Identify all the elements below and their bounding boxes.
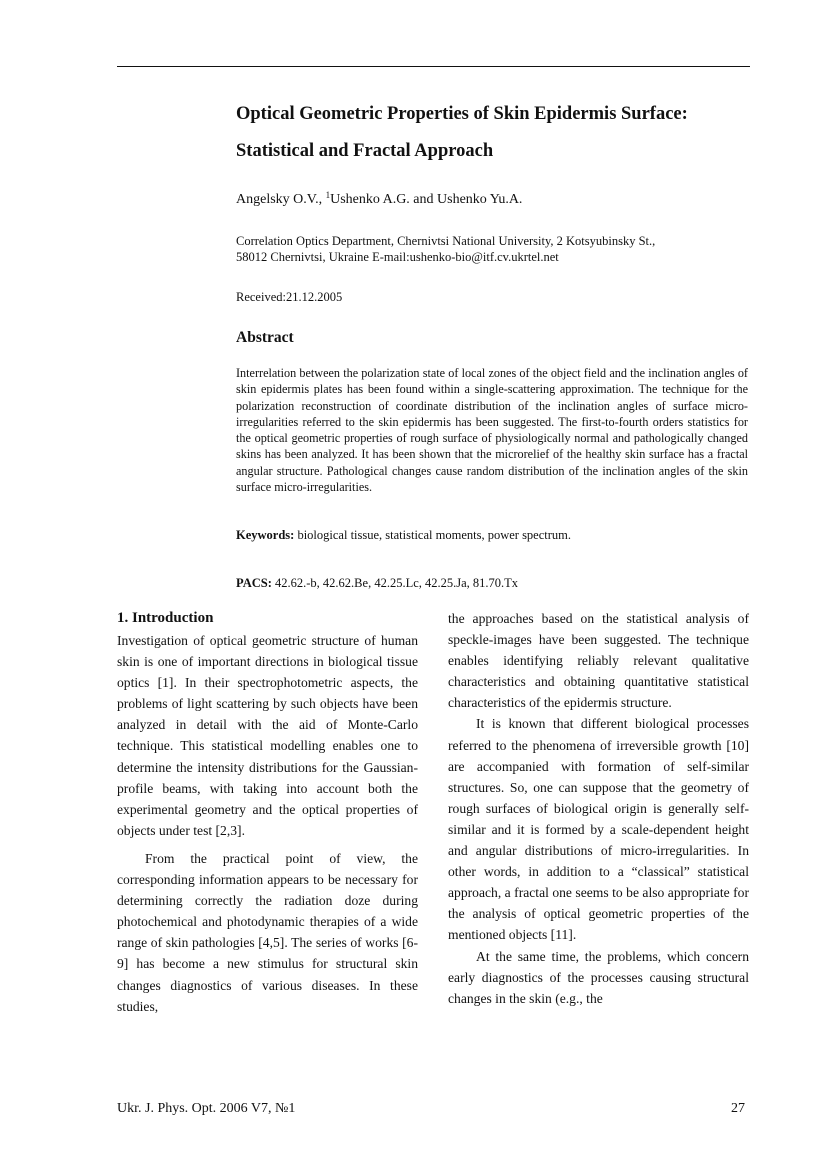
abstract-heading: Abstract bbox=[236, 329, 294, 346]
pacs-label: PACS: bbox=[236, 576, 272, 590]
section-heading: 1. Introduction bbox=[117, 610, 214, 626]
footer-journal: Ukr. J. Phys. Opt. 2006 V7, №1 bbox=[117, 1101, 296, 1116]
keywords bbox=[236, 528, 571, 543]
pacs bbox=[236, 576, 518, 591]
authors-part-2: Ushenko A.G. and Ushenko Yu.A. bbox=[330, 192, 523, 207]
right-paragraph-3: At the same time, the problems, which concern early diagnostics of the processes causing structural changes in the skin (e.g., the bbox=[448, 948, 749, 1006]
affiliation-line-2: 58012 Chernivtsi, Ukraine E-mail:ushenko-bio@itf.cv.ukrtel.net bbox=[236, 250, 559, 264]
authors bbox=[236, 190, 522, 208]
affiliation bbox=[236, 233, 756, 265]
affiliation-line-1: Correlation Optics Department, Chernivtsi National University, 2 Kotsyubinsky St., bbox=[236, 234, 656, 248]
received-date: Received:21.12.2005 bbox=[236, 290, 343, 304]
pacs-text: 42.62.-b, 42.62.Be, 42.25.Lc, 42.25.Ja, 81.70.Tx bbox=[271, 576, 519, 590]
author-superscript: 1 bbox=[325, 190, 331, 200]
authors-part-1: Angelsky O.V., bbox=[236, 192, 326, 207]
left-column bbox=[117, 606, 418, 1017]
abstract-text: Interrelation between the polarization state of local zones of the object field and the inclination angles of skin epidermis plates has been found within a single-scattering approximation. The technique for the polarization reconstruction of coordinate distribution of the inclination angles of surface micro-irregularities referred to the skin epidermis has been suggested. The first-to-fourth orders statistics for the optical geometric properties of rough surface of physiologically normal and pathologically changed skins has been analyzed. It has been shown that the microrelief of the healthy skin surface has a fractal angular structure. Pathological changes cause random distribution of the inclination angles of the skin surface micro-irregularities. bbox=[236, 366, 748, 495]
header-rule bbox=[117, 66, 750, 67]
right-column bbox=[448, 608, 749, 1009]
keywords-text: biological tissue, statistical moments, power spectrum. bbox=[294, 528, 572, 542]
right-paragraph-1: the approaches based on the statistical analysis of speckle-images have been suggested. The technique enables identifying reliably relevant qualitative characteristics and obtaining quantitative statistical characteristics of the epidermis structure. bbox=[448, 611, 749, 711]
left-paragraph-1: Investigation of optical geometric structure of human skin is one of important directions in biological tissue optics [1]. In their spectrophotometric aspects, the problems of light scattering by such objects have been analyzed in detail with the aid of Monte-Carlo technique. This statistical modelling enables one to determine the intensity distributions for the Gaussian-profile beams, with taking into account both the experimental geometry and the optical properties of objects under test [2,3]. bbox=[117, 633, 418, 838]
title-line-1: Optical Geometric Properties of Skin Epidermis Surface: bbox=[236, 104, 688, 124]
keywords-label: Keywords: bbox=[236, 528, 295, 542]
page-number: 27 bbox=[731, 1101, 745, 1116]
right-paragraph-2: It is known that different biological processes referred to the phenomena of irreversible growth [10] are accompanied with formation of self-similar structures. So, one can suppose that the geometry of rough surfaces of biological origin is generally self-similar and it is formed by a scale-dependent height and angular distributions of micro-irregularities. In other words, in addition to a “classical” statistical approach, a fractal one seems to be also appropriate for the analysis of optical geometric properties of the mentioned objects [11]. bbox=[448, 716, 749, 943]
left-paragraph-2: From the practical point of view, the corresponding information appears to be necessary for determining correctly the radiation doze during photochemical and photodynamic therapies of a wide range of skin pathologies [4,5]. The series of works [6-9] has become a new stimulus for structural skin changes diagnostics of various diseases. In these studies, bbox=[117, 850, 418, 1014]
paper-title bbox=[236, 96, 756, 170]
title-line-2: Statistical and Fractal Approach bbox=[236, 141, 494, 161]
